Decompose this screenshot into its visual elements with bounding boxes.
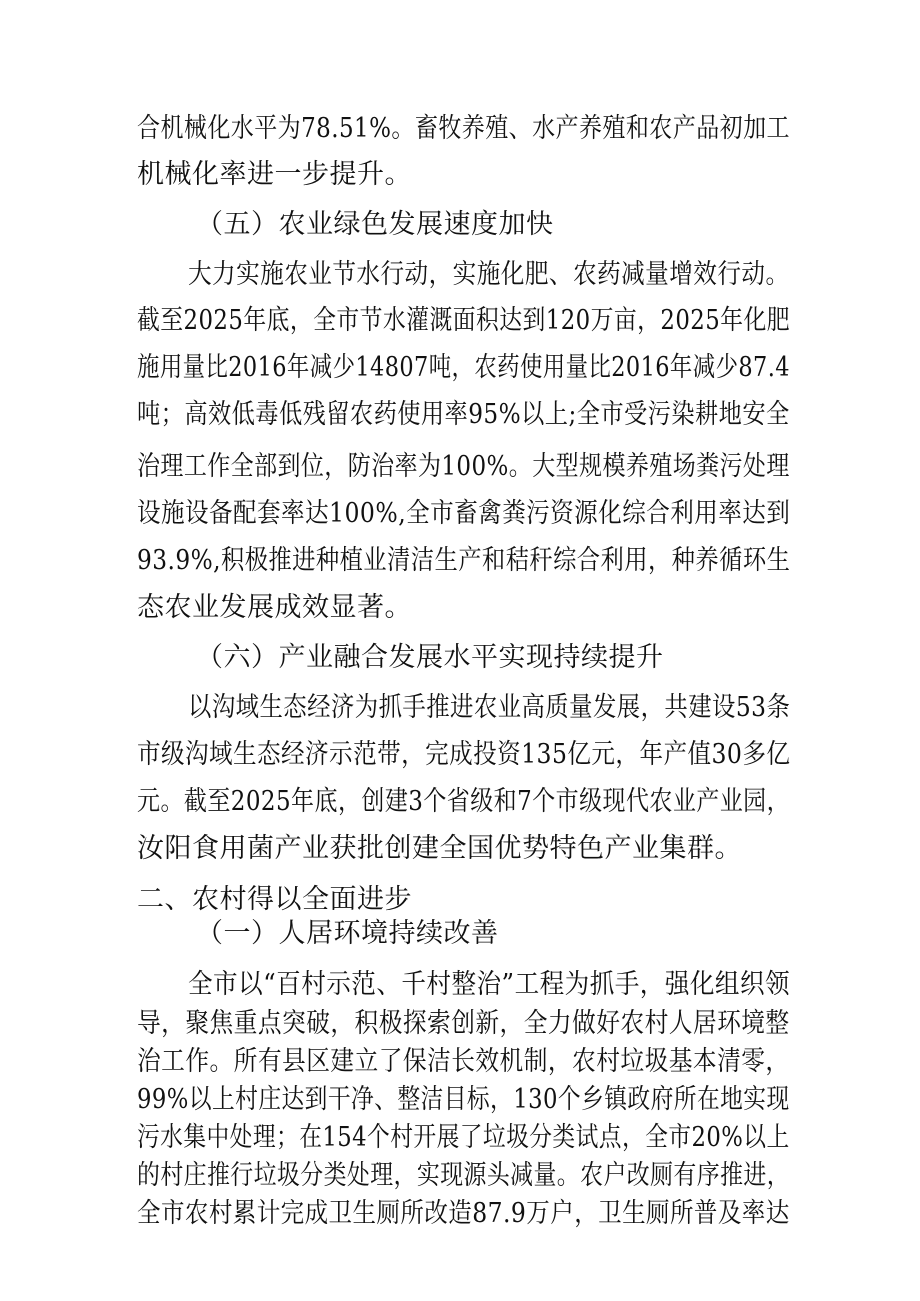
text-line: 态农业发展成效显著。 <box>137 592 412 623</box>
text-line: 的村庄推行垃圾分类处理，实现源头减量。农户改厕有序推进， <box>137 1160 791 1191</box>
text-line: 合机械化水平为78.51%。畜牧养殖、水产养殖和农产品初加工 <box>137 113 790 144</box>
text-line: 大力实施农业节水行动，实施化肥、农药减量增效行动。 <box>188 259 790 290</box>
text-line: 治理工作全部到位，防治率为100%。大型规模养殖场粪污处理 <box>137 451 790 482</box>
text-line: 全市农村累计完成卫生厕所改造87.9万户，卫生厕所普及率达 <box>137 1198 790 1229</box>
text-line: 以沟域生态经济为抓手推进农业高质量发展，共建设53条 <box>188 692 791 723</box>
text-line: 污水集中处理；在154个村开展了垃圾分类试点，全市20%以上 <box>137 1122 790 1153</box>
section-heading-6: （六）产业融合发展水平实现持续提升 <box>196 642 664 673</box>
text-line: 截至2025年底，全市节水灌溉面积达到120万亩，2025年化肥 <box>137 305 791 336</box>
text-line: 93.9%,积极推进种植业清洁生产和秸秆综合利用，种养循环生 <box>137 545 791 576</box>
text-line: 99%以上村庄达到干净、整洁目标，130个乡镇政府所在地实现 <box>137 1084 790 1115</box>
section-heading-5: （五）农业绿色发展速度加快 <box>196 209 554 240</box>
text-line: 吨；高效低毒低残留农药使用率95%以上;全市受污染耕地安全 <box>137 399 790 430</box>
text-line: 导，聚焦重点突破，积极探索创新，全力做好农村人居环境整 <box>137 1008 790 1039</box>
text-line: 设施设备配套率达100%,全市畜禽粪污资源化综合利用率达到 <box>137 498 791 529</box>
text-line: 治工作。所有县区建立了保洁长效机制，农村垃圾基本清零， <box>137 1046 790 1077</box>
chapter-heading-2: 二、农村得以全面进步 <box>137 884 412 915</box>
text-line: 元。截至2025年底，创建3个省级和7个市级现代农业产业园， <box>137 786 791 817</box>
text-line: 机械化率进一步提升。 <box>137 159 412 190</box>
text-line: 汝阳食用菌产业获批创建全国优势特色产业集群。 <box>137 833 742 864</box>
text-line: 市级沟域生态经济示范带，完成投资135亿元，年产值30多亿 <box>137 739 791 770</box>
text-line: 施用量比2016年减少14807吨，农药使用量比2016年减少87.4 <box>137 352 790 383</box>
text-line: 全市以“百村示范、千村整治”工程为抓手，强化组织领 <box>188 969 791 1000</box>
section-heading-1: （一）人居环境持续改善 <box>196 918 499 949</box>
